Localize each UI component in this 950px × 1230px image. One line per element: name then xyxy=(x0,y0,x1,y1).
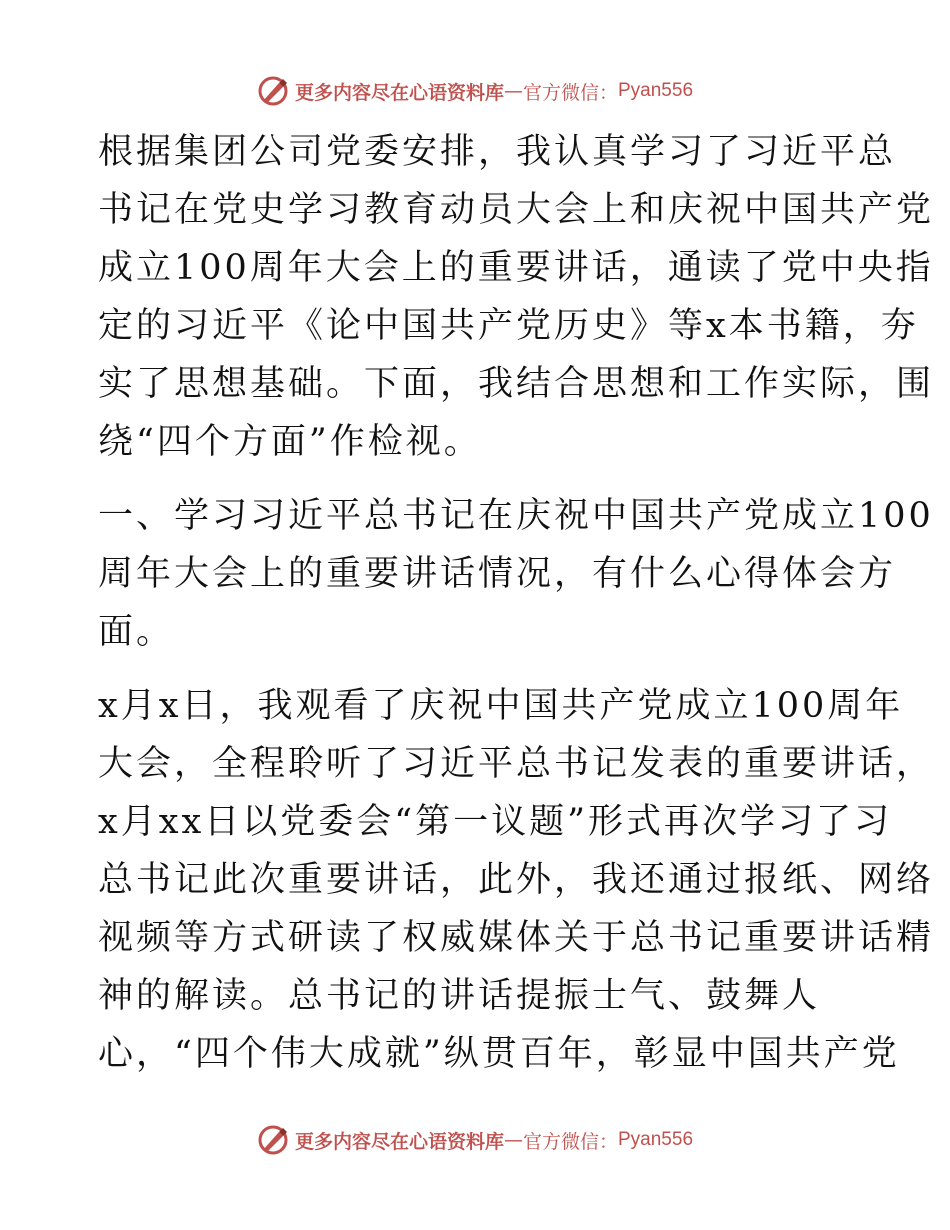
text-line: 根据集团公司党委安排，我认真学习了习近平总 xyxy=(98,132,897,172)
paragraph-2 xyxy=(98,487,934,661)
text-line: 绕“四个方面”作检视。 xyxy=(98,422,482,462)
red-pen-logo-icon xyxy=(257,1124,289,1156)
paragraph-3 xyxy=(98,677,935,1083)
header-wechat-label: 官方微信： xyxy=(522,81,618,104)
footer-brand-text: 更多内容尽在心语资料库 xyxy=(294,1130,504,1153)
footer-dash: — xyxy=(503,1129,523,1151)
header-dash: — xyxy=(503,80,523,102)
text-line: 定的习近平《论中国共产党历史》等x本书籍，夯 xyxy=(98,306,919,346)
text-line: 大会，全程聆听了习近平总书记发表的重要讲话， xyxy=(98,744,935,784)
header-banner xyxy=(0,71,950,111)
header-wechat-id: Pyan556 xyxy=(618,80,694,101)
paragraph-1 xyxy=(98,123,935,471)
footer-wechat-id: Pyan556 xyxy=(618,1129,694,1150)
text-line: 视频等方式研读了权威媒体关于总书记重要讲话精 xyxy=(98,918,935,958)
text-line: 神的解读。总书记的讲话提振士气、鼓舞人 xyxy=(98,976,821,1016)
text-line: 实了思想基础。下面，我结合思想和工作实际，围 xyxy=(98,364,935,404)
text-line: 面。 xyxy=(98,612,175,652)
text-line: 一、学习习近平总书记在庆祝中国共产党成立100 xyxy=(98,496,934,536)
text-line: x月xx日以党委会“第一议题”形式再次学习了习 xyxy=(98,802,893,842)
text-line: 成立100周年大会上的重要讲话，通读了党中央指 xyxy=(98,248,934,288)
red-pen-logo-icon xyxy=(257,75,289,107)
text-line: 总书记此次重要讲话，此外，我还通过报纸、网络 xyxy=(98,860,935,900)
text-line: 周年大会上的重要讲话情况，有什么心得体会方 xyxy=(98,554,897,594)
text-line: 书记在党史学习教育动员大会上和庆祝中国共产党 xyxy=(98,190,935,230)
header-brand-text: 更多内容尽在心语资料库 xyxy=(294,81,504,104)
document-body xyxy=(98,123,935,1083)
text-line: 心，“四个伟大成就”纵贯百年，彰显中国共产党 xyxy=(98,1034,900,1074)
text-line: x月x日，我观看了庆祝中国共产党成立100周年 xyxy=(98,686,904,726)
footer-banner xyxy=(0,1120,950,1160)
footer-wechat-label: 官方微信： xyxy=(522,1130,618,1153)
